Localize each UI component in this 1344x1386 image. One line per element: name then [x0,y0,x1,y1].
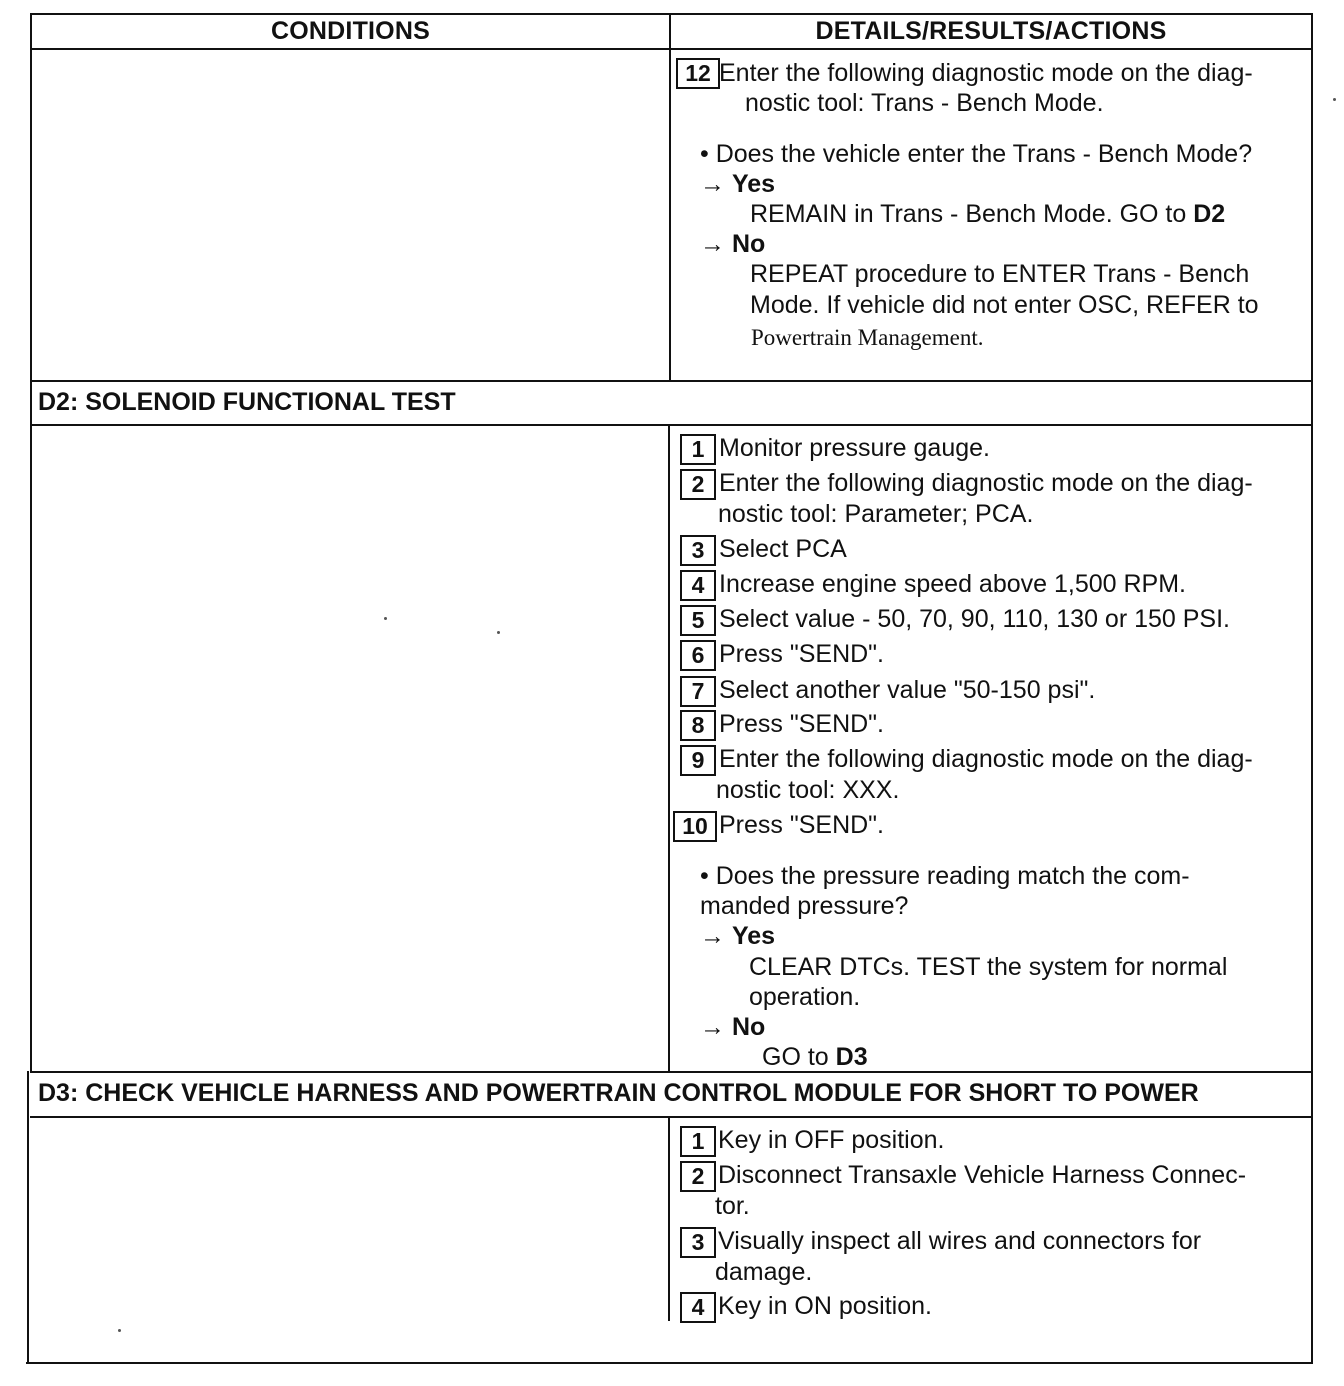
step-text: Increase engine speed above 1,500 RPM. [719,570,1186,598]
step-number-badge: 1 [680,1126,716,1157]
no-label: No [731,1013,766,1041]
column-divider-2 [668,424,670,1072]
step-number-badge: 2 [680,469,716,500]
step-text: Press "SEND". [719,710,885,738]
yes-branch [700,921,775,952]
step-number-badge: 6 [680,640,716,671]
column-divider-1 [669,13,671,380]
scan-speck [384,617,387,620]
step-number-badge: 2 [680,1161,716,1192]
step-number-badge: 9 [680,745,716,776]
yes-label: Yes [731,170,776,198]
no-branch [700,229,765,260]
conditions-column-header: CONDITIONS [271,17,430,45]
yes-action-line-2: operation. [749,983,861,1011]
scan-speck [1333,98,1336,101]
table-right-border [1311,13,1313,1364]
header-bottom-border [30,48,1313,50]
table-left-border-d2 [30,380,32,1072]
scan-speck [497,631,500,634]
d3-section-title: D3: CHECK VEHICLE HARNESS AND POWERTRAIN CONTROL MODULE FOR SHORT TO POWER [38,1079,1199,1107]
arrow-icon: → [700,922,725,950]
no-label: No [731,230,766,258]
goto-reference: D2 [1193,200,1226,228]
yes-label: Yes [731,922,776,950]
step-text-continued: nostic tool: Trans - Bench Mode. [745,89,1104,117]
d2-title-bottom-border [30,424,1313,426]
step-text-continued: nostic tool: XXX. [716,776,900,804]
step-number-badge: 3 [680,1227,716,1258]
d2-top-border [30,380,1313,382]
step-number-badge: 1 [680,434,716,465]
yes-branch [700,169,775,200]
step-text: Key in ON position. [718,1292,932,1320]
details-column-header: DETAILS/RESULTS/ACTIONS [815,17,1167,45]
arrow-icon: → [700,170,725,198]
step-text: Disconnect Transaxle Vehicle Harness Connec- [718,1161,1247,1189]
no-action-line-2: Mode. If vehicle did not enter OSC, REFER to [750,291,1259,319]
yes-action-line-1: CLEAR DTCs. TEST the system for normal [749,953,1228,981]
yes-action [750,199,1225,230]
step-number-badge: 7 [680,676,716,707]
no-action [762,1042,868,1073]
table-bottom-border [26,1362,1311,1364]
step-number-badge: 12 [676,58,720,89]
question-text: • Does the vehicle enter the Trans - Bench Mode? [700,140,1253,168]
table-left-border [30,13,32,380]
step-number-badge: 4 [680,570,716,601]
arrow-icon: → [700,1013,725,1041]
step-text: Visually inspect all wires and connectors for [718,1227,1202,1255]
table-left-border-d3 [27,1071,29,1364]
step-number-badge: 8 [680,710,716,741]
d3-top-border [30,1071,1313,1073]
step-number-badge: 4 [680,1292,716,1323]
step-text: Enter the following diagnostic mode on the diag- [719,469,1253,497]
d3-title-bottom-border [30,1116,1313,1118]
step-number-badge: 5 [680,605,716,636]
step-text: Select another value "50-150 psi". [719,676,1096,704]
step-text: Select value - 50, 70, 90, 110, 130 or 150 PSI. [719,605,1230,633]
question-text-continued: manded pressure? [700,892,909,920]
no-branch [700,1012,765,1043]
step-text-continued: nostic tool: Parameter; PCA. [718,500,1034,528]
yes-action-text: REMAIN in Trans - Bench Mode. GO to [750,200,1194,228]
step-text: Select PCA [719,535,847,563]
step-text: Enter the following diagnostic mode on the diag- [719,59,1253,87]
step-text: Press "SEND". [719,640,885,668]
step-text: Monitor pressure gauge. [719,434,990,462]
no-action-line-3: Powertrain Management. [751,325,984,350]
column-divider-3 [668,1116,670,1321]
goto-reference: D3 [835,1043,868,1071]
step-number-badge: 3 [680,535,716,566]
step-text-continued: damage. [715,1258,813,1286]
step-text-continued: tor. [715,1192,750,1220]
question-text: • Does the pressure reading match the com- [700,862,1190,890]
no-action-line-1: REPEAT procedure to ENTER Trans - Bench [750,260,1250,288]
scan-speck [118,1329,121,1332]
arrow-icon: → [700,230,725,258]
step-text: Key in OFF position. [718,1126,945,1154]
step-number-badge: 10 [673,811,717,842]
d2-section-title: D2: SOLENOID FUNCTIONAL TEST [38,388,456,416]
step-text: Enter the following diagnostic mode on the diag- [719,745,1253,773]
step-text: Press "SEND". [719,811,885,839]
no-action-text: GO to [762,1043,836,1071]
